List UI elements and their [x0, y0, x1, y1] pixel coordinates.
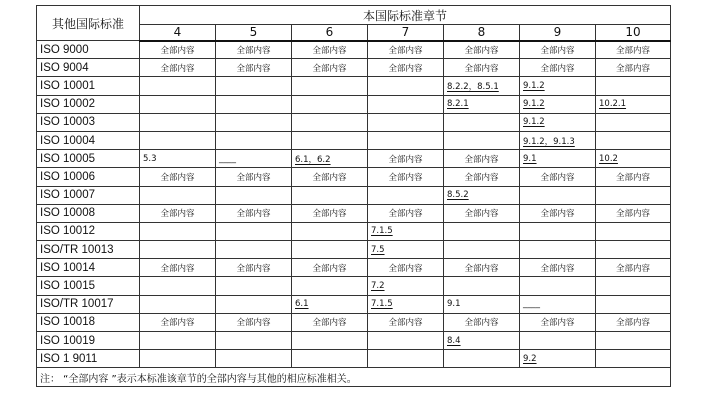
- chapter-cell: [596, 241, 671, 259]
- chapter-cell: [596, 95, 671, 113]
- cell-text: 7.1.5: [371, 226, 393, 237]
- cell-text: 9.1.2: [523, 117, 545, 128]
- cell-text: 全部内容: [540, 45, 575, 56]
- cell-text: 9.1: [523, 153, 537, 164]
- chapter-cell: [216, 186, 292, 204]
- table-row: [37, 241, 671, 259]
- chapter-cell: [520, 95, 596, 113]
- chapter-cell: [444, 350, 520, 368]
- header-chapter-5: 5: [216, 25, 292, 41]
- chapter-cell: [292, 59, 368, 77]
- cell-text: 全部内容: [236, 318, 271, 329]
- chapter-cell: [520, 113, 596, 131]
- standard-name: ISO 10007: [37, 186, 140, 204]
- chapter-cell: [444, 131, 520, 149]
- cell-text: 全部内容: [464, 45, 499, 56]
- cell-text: 全部内容: [312, 45, 347, 56]
- cell-text: 全部内容: [540, 172, 575, 183]
- chapter-cell: [216, 350, 292, 368]
- chapter-cell: [368, 59, 444, 77]
- cell-text: ____: [523, 299, 540, 310]
- chapter-cell: [216, 131, 292, 149]
- standard-name: ISO 10005: [37, 150, 140, 168]
- chapter-cell: [368, 313, 444, 331]
- chapter-cell: [444, 277, 520, 295]
- cell-text: 全部内容: [160, 45, 195, 56]
- chapter-cell: [292, 150, 368, 168]
- cell-text: 全部内容: [540, 63, 575, 74]
- cell-text: 全部内容: [236, 263, 271, 274]
- chapter-cell: [368, 113, 444, 131]
- chapter-cell: [368, 241, 444, 259]
- chapter-cell: [292, 204, 368, 222]
- table-row: [37, 295, 671, 313]
- chapter-cell: [216, 259, 292, 277]
- cell-text: 全部内容: [236, 63, 271, 74]
- chapter-cell: [216, 222, 292, 240]
- cell-text: 全部内容: [388, 172, 423, 183]
- table-row: [37, 204, 671, 222]
- chapter-cell: [596, 186, 671, 204]
- cell-text: 全部内容: [312, 209, 347, 220]
- chapter-cell: [292, 259, 368, 277]
- chapter-cell: [140, 313, 216, 331]
- chapter-cell: [520, 59, 596, 77]
- chapter-cell: [140, 295, 216, 313]
- standard-name: ISO 10004: [37, 131, 140, 149]
- chapter-cell: [140, 350, 216, 368]
- chapter-cell: [216, 332, 292, 350]
- chapter-cell: [596, 131, 671, 149]
- table-row: [37, 313, 671, 331]
- chapter-cell: [520, 241, 596, 259]
- chapter-cell: [368, 277, 444, 295]
- cell-text: 7.1.5: [371, 299, 393, 310]
- standard-name: ISO 10003: [37, 113, 140, 131]
- chapter-cell: [520, 332, 596, 350]
- standard-name: ISO 1 9011: [37, 350, 140, 368]
- cell-text: 全部内容: [616, 45, 651, 56]
- chapter-cell: [444, 204, 520, 222]
- chapter-cell: [292, 277, 368, 295]
- chapter-cell: [444, 41, 520, 59]
- chapter-cell: [368, 168, 444, 186]
- chapter-cell: [596, 204, 671, 222]
- chapter-cell: [368, 259, 444, 277]
- chapter-cell: [596, 41, 671, 59]
- header-chapter-6: 6: [292, 25, 368, 41]
- chapter-cell: [292, 332, 368, 350]
- chapter-cell: [596, 259, 671, 277]
- chapter-cell: [140, 241, 216, 259]
- standard-name: ISO 10018: [37, 313, 140, 331]
- chapter-cell: [520, 150, 596, 168]
- table-row: [37, 95, 671, 113]
- chapter-cell: [368, 295, 444, 313]
- chapter-cell: [520, 277, 596, 295]
- standard-name: ISO 10008: [37, 204, 140, 222]
- chapter-cell: [596, 113, 671, 131]
- table-row: [37, 41, 671, 59]
- cell-text: 全部内容: [616, 263, 651, 274]
- cell-text: 全部内容: [540, 209, 575, 220]
- standard-name: ISO 10012: [37, 222, 140, 240]
- chapter-cell: [140, 186, 216, 204]
- table-row: [37, 150, 671, 168]
- chapter-cell: [140, 259, 216, 277]
- chapter-cell: [292, 113, 368, 131]
- cell-text: 5.3: [143, 153, 157, 164]
- chapter-cell: [292, 77, 368, 95]
- chapter-cell: [216, 150, 292, 168]
- cell-text: 全部内容: [236, 209, 271, 220]
- chapter-cell: [368, 222, 444, 240]
- cell-text: 全部内容: [464, 154, 499, 165]
- header-chapter-10: 10: [596, 25, 671, 41]
- chapter-cell: [292, 131, 368, 149]
- chapter-cell: [596, 313, 671, 331]
- cell-text: 全部内容: [160, 263, 195, 274]
- chapter-cell: [140, 95, 216, 113]
- cell-text: 全部内容: [464, 63, 499, 74]
- cell-text: 全部内容: [236, 172, 271, 183]
- chapter-cell: [444, 168, 520, 186]
- chapter-cell: [292, 222, 368, 240]
- table-row: [37, 77, 671, 95]
- standards-table-container: [36, 5, 670, 387]
- cell-text: 9.1.2: [523, 80, 545, 91]
- cell-text: 全部内容: [616, 63, 651, 74]
- chapter-cell: [216, 95, 292, 113]
- cell-text: 全部内容: [388, 154, 423, 165]
- chapter-cell: [444, 95, 520, 113]
- chapter-cell: [596, 332, 671, 350]
- chapter-cell: [596, 150, 671, 168]
- chapter-cell: [368, 332, 444, 350]
- chapter-cell: [140, 77, 216, 95]
- chapter-cell: [292, 313, 368, 331]
- cell-text: 全部内容: [616, 172, 651, 183]
- chapter-cell: [368, 131, 444, 149]
- table-row: [37, 222, 671, 240]
- chapter-cell: [292, 41, 368, 59]
- chapter-cell: [444, 59, 520, 77]
- chapter-cell: [140, 150, 216, 168]
- header-chapter-8: 8: [444, 25, 520, 41]
- cell-text: 8.2.1: [447, 99, 469, 110]
- standard-name: ISO 10001: [37, 77, 140, 95]
- chapter-cell: [216, 77, 292, 95]
- standard-name: ISO 9004: [37, 59, 140, 77]
- cell-text: 全部内容: [464, 209, 499, 220]
- chapter-cell: [216, 113, 292, 131]
- standard-name: ISO/TR 10013: [37, 241, 140, 259]
- chapter-cell: [444, 186, 520, 204]
- chapter-cell: [444, 313, 520, 331]
- cell-text: 全部内容: [312, 63, 347, 74]
- chapter-cell: [444, 295, 520, 313]
- chapter-cell: [520, 313, 596, 331]
- chapter-cell: [140, 332, 216, 350]
- cell-text: 全部内容: [388, 263, 423, 274]
- chapter-cell: [368, 77, 444, 95]
- chapter-cell: [520, 131, 596, 149]
- chapter-cell: [292, 350, 368, 368]
- chapter-cell: [444, 259, 520, 277]
- chapter-cell: [520, 186, 596, 204]
- chapter-cell: [444, 222, 520, 240]
- cell-text: 9.1.2: [523, 99, 545, 110]
- standard-name: ISO 10015: [37, 277, 140, 295]
- chapter-cell: [216, 59, 292, 77]
- table-row: [37, 350, 671, 368]
- chapter-cell: [444, 113, 520, 131]
- table-body: [37, 41, 671, 368]
- cell-text: 全部内容: [388, 318, 423, 329]
- cell-text: 全部内容: [160, 63, 195, 74]
- chapter-cell: [520, 350, 596, 368]
- header-other-standards: 其他国际标准: [37, 6, 140, 41]
- cell-text: 全部内容: [160, 172, 195, 183]
- header-chapter-7: 7: [368, 25, 444, 41]
- chapter-cell: [292, 168, 368, 186]
- chapter-cell: [520, 168, 596, 186]
- chapter-cell: [216, 168, 292, 186]
- cell-text: 全部内容: [464, 172, 499, 183]
- cell-text: 全部内容: [616, 209, 651, 220]
- cell-text: 10.2: [599, 153, 618, 164]
- cell-text: ____: [219, 153, 236, 164]
- cell-text: 全部内容: [236, 45, 271, 56]
- standard-name: ISO 9000: [37, 41, 140, 59]
- chapter-cell: [596, 59, 671, 77]
- chapter-cell: [368, 204, 444, 222]
- chapter-cell: [444, 241, 520, 259]
- header-chapter-9: 9: [520, 25, 596, 41]
- chapter-cell: [140, 113, 216, 131]
- cell-text: 9.2: [523, 353, 537, 364]
- chapter-cell: [368, 95, 444, 113]
- table-note: 注： “全部内容 ”表示本标准该章节的全部内容与其他的相应标准相关。: [37, 368, 671, 387]
- cell-text: 8.5.2: [447, 190, 469, 201]
- cell-text: 全部内容: [388, 63, 423, 74]
- chapter-cell: [292, 295, 368, 313]
- cell-text: 7.5: [371, 244, 385, 255]
- cell-text: 全部内容: [464, 263, 499, 274]
- standard-name: ISO 10014: [37, 259, 140, 277]
- table-row: [37, 277, 671, 295]
- cell-text: 9.1.2，9.1.3: [523, 136, 575, 147]
- cell-text: 7.2: [371, 281, 385, 292]
- chapter-cell: [216, 241, 292, 259]
- chapter-cell: [368, 350, 444, 368]
- standard-name: ISO 10006: [37, 168, 140, 186]
- cell-text: 全部内容: [464, 318, 499, 329]
- chapter-cell: [140, 168, 216, 186]
- chapter-cell: [216, 313, 292, 331]
- chapter-cell: [596, 295, 671, 313]
- chapter-cell: [444, 332, 520, 350]
- chapter-cell: [216, 41, 292, 59]
- cell-text: 全部内容: [388, 209, 423, 220]
- chapter-cell: [140, 131, 216, 149]
- cell-text: 全部内容: [540, 318, 575, 329]
- chapter-cell: [444, 150, 520, 168]
- cell-text: 6.1: [295, 299, 309, 310]
- chapter-cell: [292, 186, 368, 204]
- cell-text: 全部内容: [540, 263, 575, 274]
- chapter-cell: [292, 241, 368, 259]
- standard-name: ISO 10002: [37, 95, 140, 113]
- cell-text: 全部内容: [312, 172, 347, 183]
- standards-correlation-table: [36, 5, 671, 387]
- chapter-cell: [216, 277, 292, 295]
- chapter-cell: [520, 259, 596, 277]
- table-row: [37, 332, 671, 350]
- cell-text: 全部内容: [616, 318, 651, 329]
- chapter-cell: [368, 186, 444, 204]
- cell-text: 全部内容: [312, 318, 347, 329]
- chapter-cell: [520, 77, 596, 95]
- table-row: [37, 168, 671, 186]
- table-row: [37, 113, 671, 131]
- cell-text: 全部内容: [312, 263, 347, 274]
- header-chapter-4: 4: [140, 25, 216, 41]
- chapter-cell: [140, 41, 216, 59]
- table-row: [37, 131, 671, 149]
- cell-text: 6.1，6.2: [295, 154, 331, 165]
- chapter-cell: [520, 222, 596, 240]
- chapter-cell: [216, 204, 292, 222]
- standard-name: ISO/TR 10017: [37, 295, 140, 313]
- chapter-cell: [216, 295, 292, 313]
- cell-text: 全部内容: [160, 318, 195, 329]
- chapter-cell: [368, 150, 444, 168]
- chapter-cell: [596, 277, 671, 295]
- cell-text: 9.1: [447, 299, 461, 310]
- standard-name: ISO 10019: [37, 332, 140, 350]
- chapter-cell: [140, 222, 216, 240]
- chapter-cell: [596, 168, 671, 186]
- chapter-cell: [596, 350, 671, 368]
- cell-text: 10.2.1: [599, 99, 627, 110]
- table-row: [37, 59, 671, 77]
- chapter-cell: [140, 59, 216, 77]
- chapter-cell: [520, 204, 596, 222]
- table-row: [37, 186, 671, 204]
- chapter-cell: [368, 41, 444, 59]
- table-row: [37, 259, 671, 277]
- cell-text: 8.4: [447, 335, 461, 346]
- chapter-cell: [596, 222, 671, 240]
- cell-text: 全部内容: [160, 209, 195, 220]
- chapter-cell: [520, 295, 596, 313]
- cell-text: 8.2.2，8.5.1: [447, 81, 499, 92]
- chapter-cell: [520, 41, 596, 59]
- chapter-cell: [444, 77, 520, 95]
- chapter-cell: [596, 77, 671, 95]
- chapter-cell: [292, 95, 368, 113]
- chapter-cell: [140, 277, 216, 295]
- header-chapter-group: 本国际标准章节: [140, 6, 671, 25]
- chapter-cell: [140, 204, 216, 222]
- cell-text: 全部内容: [388, 45, 423, 56]
